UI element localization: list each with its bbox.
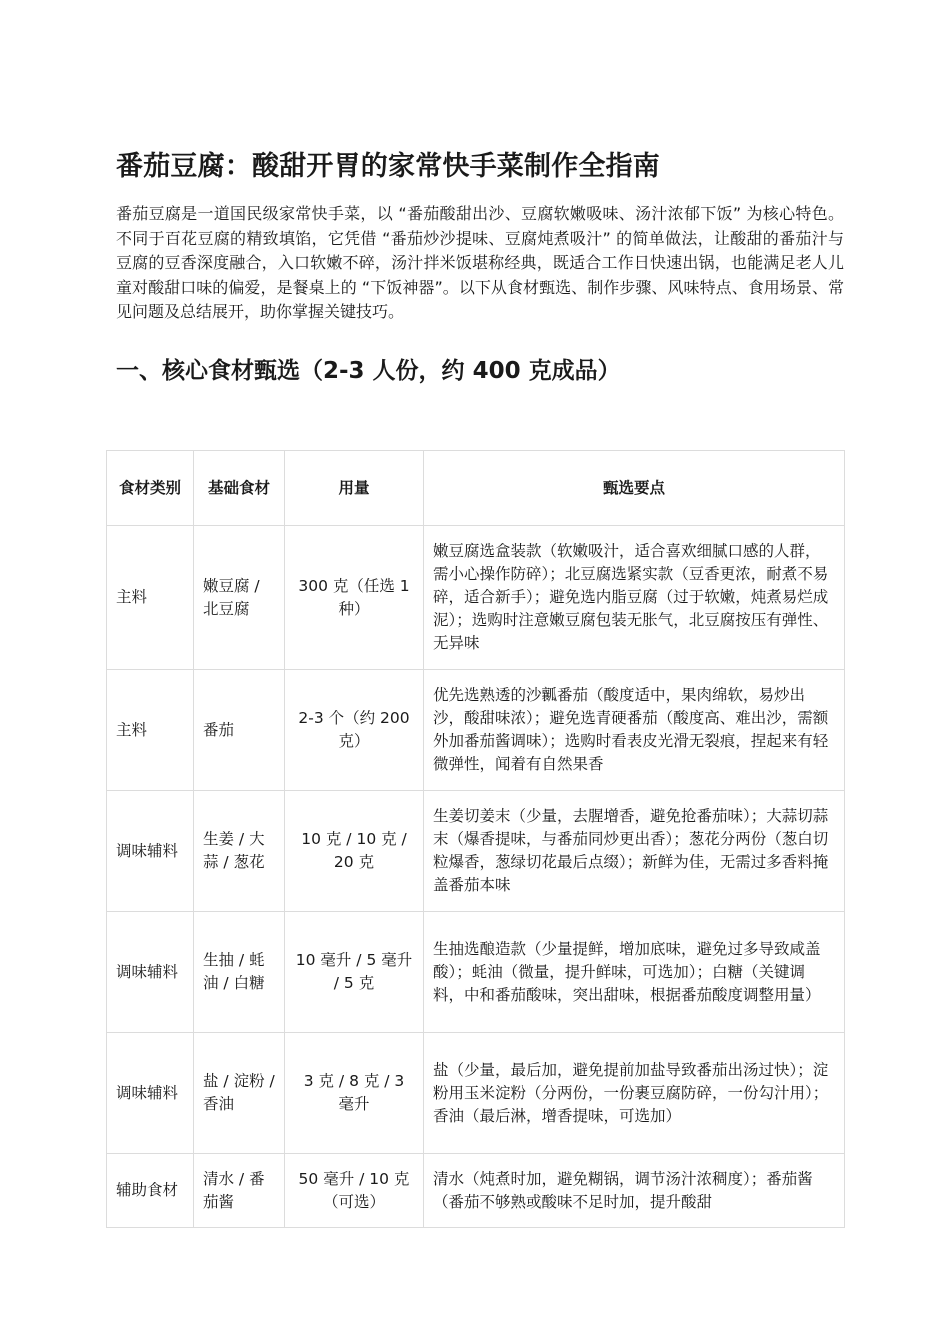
cell-tips: 盐（少量，最后加，避免提前加盐导致番茄出汤过快）；淀粉用玉米淀粉（分两份，一份裹豆腐防碎，一份勾汁用）；香油（最后淋，增香提味，可选加） [424,1033,845,1154]
document-body [116,148,844,387]
cell-tips: 嫩豆腐选盒装款（软嫩吸汁，适合喜欢细腻口感的人群，需小心操作防碎）；北豆腐选紧实款（豆香更浓，耐煮不易碎，适合新手）；避免选内脂豆腐（过于软嫩，炖煮易烂成泥）；选购时注意嫩豆腐包装无胀气，北豆腐按压有弹性、无异味 [424,526,845,670]
cell-ingredient: 生抽 / 蚝油 / 白糖 [194,912,285,1033]
document-title: 番茄豆腐：酸甜开胃的家常快手菜制作全指南 [116,151,660,182]
section-heading-ingredients: 一、核心食材甄选（2-3 人份，约 400 克成品） [116,357,621,384]
cell-category: 调味辅料 [107,912,194,1033]
cell-ingredient: 生姜 / 大蒜 / 葱花 [194,791,285,912]
cell-ingredient: 清水 / 番茄酱 [194,1154,285,1228]
header-ingredient: 基础食材 [194,451,285,526]
cell-ingredient: 盐 / 淀粉 / 香油 [194,1033,285,1154]
header-amount: 用量 [285,451,424,526]
cell-amount: 10 克 / 10 克 / 20 克 [285,791,424,912]
cell-amount: 2-3 个（约 200 克） [285,670,424,791]
cell-amount: 300 克（任选 1 种） [285,526,424,670]
cell-tips: 生抽选酿造款（少量提鲜，增加底味，避免过多导致咸盖酸）；蚝油（微量，提升鲜味，可选加）；白糖（关键调料，中和番茄酸味，突出甜味，根据番茄酸度调整用量） [424,912,845,1033]
table-row [107,670,845,791]
table-row [107,526,845,670]
cell-amount: 50 毫升 / 10 克（可选） [285,1154,424,1228]
cell-category: 调味辅料 [107,791,194,912]
cell-tips: 清水（炖煮时加，避免糊锅，调节汤汁浓稠度）；番茄酱（番茄不够熟或酸味不足时加，提升酸甜 [424,1154,845,1228]
cell-category: 主料 [107,526,194,670]
table-row [107,912,845,1033]
ingredients-table [106,450,845,1228]
table-row [107,1154,845,1228]
cell-amount: 3 克 / 8 克 / 3 毫升 [285,1033,424,1154]
cell-tips: 生姜切姜末（少量，去腥增香，避免抢番茄味）；大蒜切蒜末（爆香提味，与番茄同炒更出香）；葱花分两份（葱白切粒爆香，葱绿切花最后点缀）；新鲜为佳，无需过多香料掩盖番茄本味 [424,791,845,912]
cell-category: 辅助食材 [107,1154,194,1228]
cell-ingredient: 嫩豆腐 / 北豆腐 [194,526,285,670]
table-row [107,1033,845,1154]
cell-category: 主料 [107,670,194,791]
header-category: 食材类别 [107,451,194,526]
cell-amount: 10 毫升 / 5 毫升 / 5 克 [285,912,424,1033]
cell-tips: 优先选熟透的沙瓤番茄（酸度适中，果肉绵软，易炒出沙，酸甜味浓）；避免选青硬番茄（酸度高、难出沙，需额外加番茄酱调味）；选购时看表皮光滑无裂痕，捏起来有轻微弹性，闻着有自然果香 [424,670,845,791]
cell-ingredient: 番茄 [194,670,285,791]
table-row [107,791,845,912]
intro-paragraph: 番茄豆腐是一道国民级家常快手菜，以 “番茄酸甜出沙、豆腐软嫩吸味、汤汁浓郁下饭” 为核心特色。不同于百花豆腐的精致填馅，它凭借 “番茄炒沙提味、豆腐炖煮吸汁” 的简单做法，让酸甜的番茄汁与豆腐的豆香深度融合，入口软嫩不碎，汤汁拌米饭堪称经典，既适合工作日快速出锅，也能满足老人儿童对酸甜口味的偏爱，是餐桌上的 “下饭神器”。以下从食材甄选、制作步骤、风味特点、食用场景、常见问题及总结展开，助你掌握关键技巧。 [116,204,844,321]
table-header-row [107,451,845,526]
cell-category: 调味辅料 [107,1033,194,1154]
header-tips: 甄选要点 [424,451,845,526]
